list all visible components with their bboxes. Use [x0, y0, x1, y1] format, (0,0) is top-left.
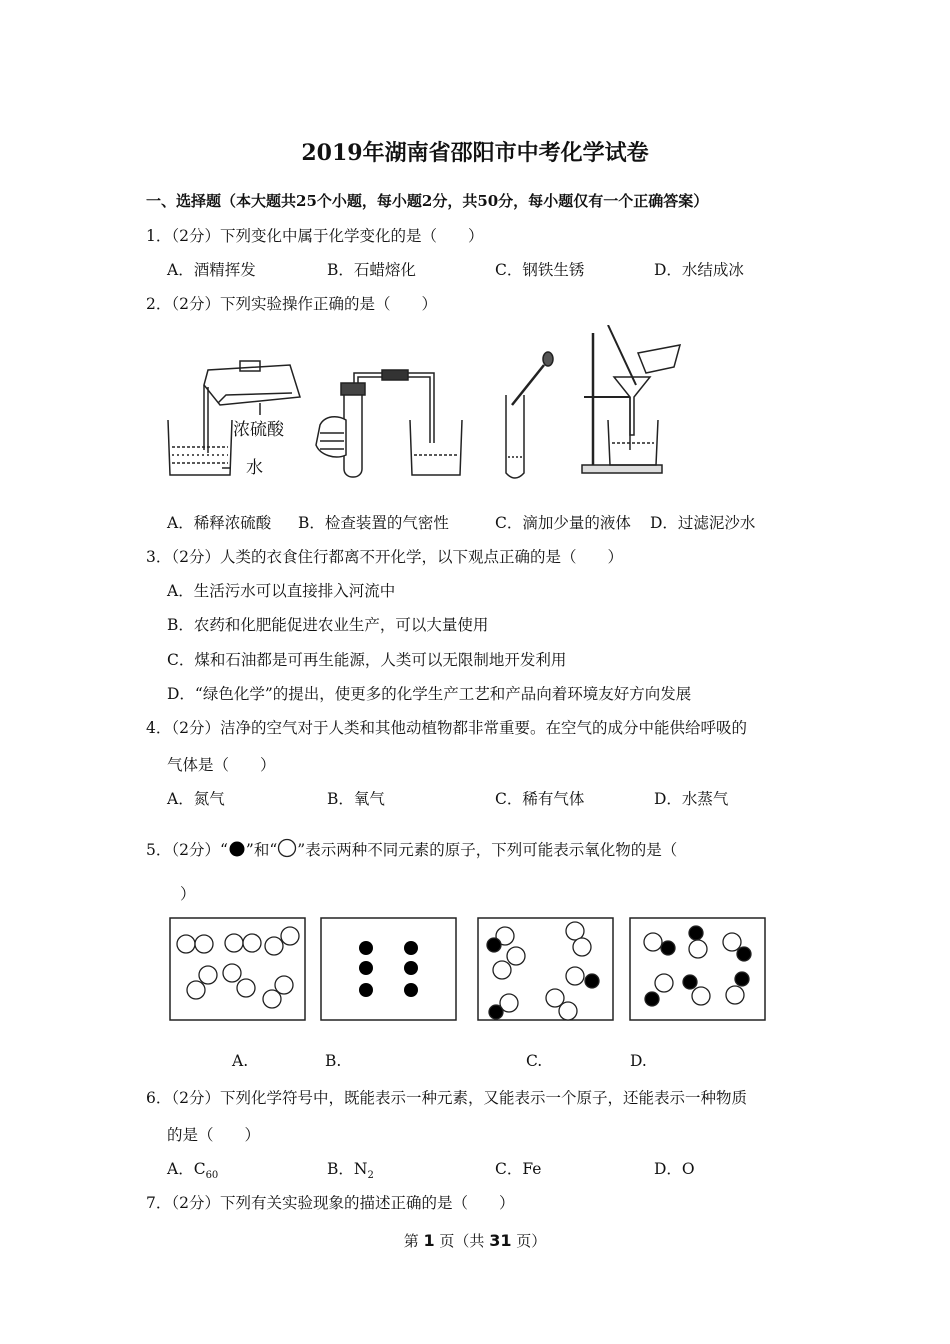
- q5-option-d[interactable]: D.: [630, 1052, 647, 1070]
- q2-option-c[interactable]: C．滴加少量的液体: [495, 514, 631, 532]
- question-text: （2分）人类的衣食住行都离不开化学，以下观点正确的是（ ）: [171, 548, 623, 566]
- black-atom-icon: [359, 961, 373, 975]
- question-number: 5．: [146, 841, 172, 859]
- q4-option-d[interactable]: D．水蒸气: [654, 790, 729, 808]
- question-text: （2分）下列实验操作正确的是（ ）: [171, 295, 437, 313]
- question-text: （2分）下列有关实验现象的描述正确的是（ ）: [171, 1194, 515, 1212]
- white-atom-icon: [265, 937, 283, 955]
- question-number: 2．: [146, 295, 172, 313]
- black-atom-icon: [404, 961, 418, 975]
- current-page: 1: [423, 1231, 435, 1250]
- page-title: 2019年湖南省邵阳市中考化学试卷: [301, 140, 649, 166]
- q2-apparatus-figure: [160, 325, 700, 485]
- question-6: [146, 1086, 747, 1108]
- white-atom-icon: [723, 933, 741, 951]
- q3-option-c[interactable]: C．煤和石油都是可再生能源，人类可以无限制地开发利用: [167, 651, 567, 669]
- black-atom-icon: [735, 972, 749, 986]
- white-atom-icon: [566, 922, 584, 940]
- question-1: [146, 224, 484, 246]
- black-atom-icon: [228, 840, 246, 858]
- black-atom-icon: [661, 941, 675, 955]
- white-atom-icon: [237, 979, 255, 997]
- white-atom-icon: [573, 938, 591, 956]
- question-5: [146, 838, 677, 860]
- question-text: （2分）洁净的空气对于人类和其他动植物都非常重要。在空气的成分中能供给呼吸的: [171, 719, 747, 737]
- label-acid: 浓硫酸: [233, 420, 284, 439]
- white-atom-icon: [493, 961, 511, 979]
- white-atom-icon: [281, 927, 299, 945]
- white-atom-icon: [199, 966, 217, 984]
- white-atom-icon: [559, 1002, 577, 1020]
- white-atom-icon: [243, 934, 261, 952]
- question-7: [146, 1191, 515, 1213]
- q1-option-d[interactable]: D．水结成冰: [654, 261, 744, 279]
- q2-option-b[interactable]: B．检查装置的气密性: [298, 514, 449, 532]
- section-heading: 一、选择题（本大题共25个小题，每小题2分，共50分，每小题仅有一个正确答案）: [146, 192, 709, 210]
- white-atom-icon: [566, 967, 584, 985]
- q6-option-a[interactable]: A．$C_{60}$: [167, 1160, 219, 1182]
- white-atom-icon: [263, 990, 281, 1008]
- black-atom-icon: [689, 926, 703, 940]
- question-5-continued: ）: [180, 885, 196, 903]
- question-number: 1．: [146, 227, 172, 245]
- q6-option-b[interactable]: B．$N_2$: [327, 1160, 374, 1182]
- black-atom-icon: [359, 983, 373, 997]
- question-text-part: ”表示两种不同元素的原子，下列可能表示氧化物的是（: [297, 841, 678, 859]
- q3-option-b[interactable]: B．农药和化肥能促进农业生产，可以大量使用: [167, 616, 489, 634]
- question-text: （2分）下列化学符号中，既能表示一种元素，又能表示一个原子，还能表示一种物质: [171, 1089, 747, 1107]
- question-2: [146, 292, 437, 314]
- q4-option-b[interactable]: B．氧气: [327, 790, 385, 808]
- question-number: 4．: [146, 719, 172, 737]
- black-atom-icon: [585, 974, 599, 988]
- question-number: 6．: [146, 1089, 172, 1107]
- label-water: 水: [246, 458, 263, 477]
- question-number: 7．: [146, 1194, 172, 1212]
- q1-option-a[interactable]: A．酒精挥发: [167, 261, 256, 279]
- q1-option-c[interactable]: C．钢铁生锈: [495, 261, 585, 279]
- question-6-continued: 的是（ ）: [167, 1126, 261, 1144]
- page-footer: 第 1 页（共 31 页）: [403, 1231, 547, 1250]
- white-atom-icon: [195, 935, 213, 953]
- question-text: （2分）下列变化中属于化学变化的是（ ）: [171, 227, 484, 245]
- white-atom-icon: [187, 981, 205, 999]
- white-atom-icon: [507, 947, 525, 965]
- white-atom-icon: [223, 964, 241, 982]
- question-3: [146, 545, 623, 567]
- white-atom-icon: [655, 974, 673, 992]
- q6-option-d[interactable]: D．O: [654, 1160, 695, 1178]
- question-number: 3．: [146, 548, 172, 566]
- black-atom-icon: [404, 983, 418, 997]
- question-4-continued: 气体是（ ）: [167, 756, 276, 774]
- q5-option-c[interactable]: C.: [526, 1052, 543, 1070]
- q2-option-d[interactable]: D．过滤泥沙水: [650, 514, 756, 532]
- black-atom-icon: [645, 992, 659, 1006]
- white-atom-icon: [692, 987, 710, 1005]
- airtightness-apparatus-icon: [316, 370, 462, 477]
- white-atom-icon: [644, 933, 662, 951]
- black-atom-icon: [489, 1005, 503, 1019]
- question-text-part: （2分）“: [171, 841, 228, 859]
- box-b-frame: [321, 918, 456, 1020]
- white-atom-icon: [225, 934, 243, 952]
- dilution-apparatus-icon: [168, 361, 300, 475]
- dropper-apparatus-icon: [506, 352, 553, 478]
- filtration-apparatus-icon: [582, 325, 680, 473]
- q3-option-d[interactable]: D．“绿色化学”的提出，使更多的化学生产工艺和产品向着环境友好方向发展: [167, 685, 692, 703]
- q6-option-c[interactable]: C．Fe: [495, 1160, 542, 1178]
- q5-option-b[interactable]: B.: [325, 1052, 342, 1070]
- white-atom-icon: [277, 838, 297, 858]
- total-pages: 31: [489, 1231, 512, 1250]
- question-text-part: ”和“: [245, 841, 278, 859]
- q3-option-a[interactable]: A．生活污水可以直接排入河流中: [167, 582, 396, 600]
- white-atom-icon: [689, 940, 707, 958]
- question-4: [146, 716, 747, 738]
- q4-option-c[interactable]: C．稀有气体: [495, 790, 585, 808]
- q2-option-a[interactable]: A．稀释浓硫酸: [167, 514, 272, 532]
- q1-option-b[interactable]: B．石蜡熔化: [327, 261, 416, 279]
- black-atom-icon: [487, 938, 501, 952]
- black-atom-icon: [404, 941, 418, 955]
- q4-option-a[interactable]: A．氮气: [167, 790, 225, 808]
- black-atom-icon: [737, 947, 751, 961]
- black-atom-icon: [359, 941, 373, 955]
- q5-particle-figure: [168, 916, 768, 1024]
- black-atom-icon: [683, 975, 697, 989]
- white-atom-icon: [177, 935, 195, 953]
- white-atom-icon: [726, 986, 744, 1004]
- q5-option-a[interactable]: A.: [232, 1052, 249, 1070]
